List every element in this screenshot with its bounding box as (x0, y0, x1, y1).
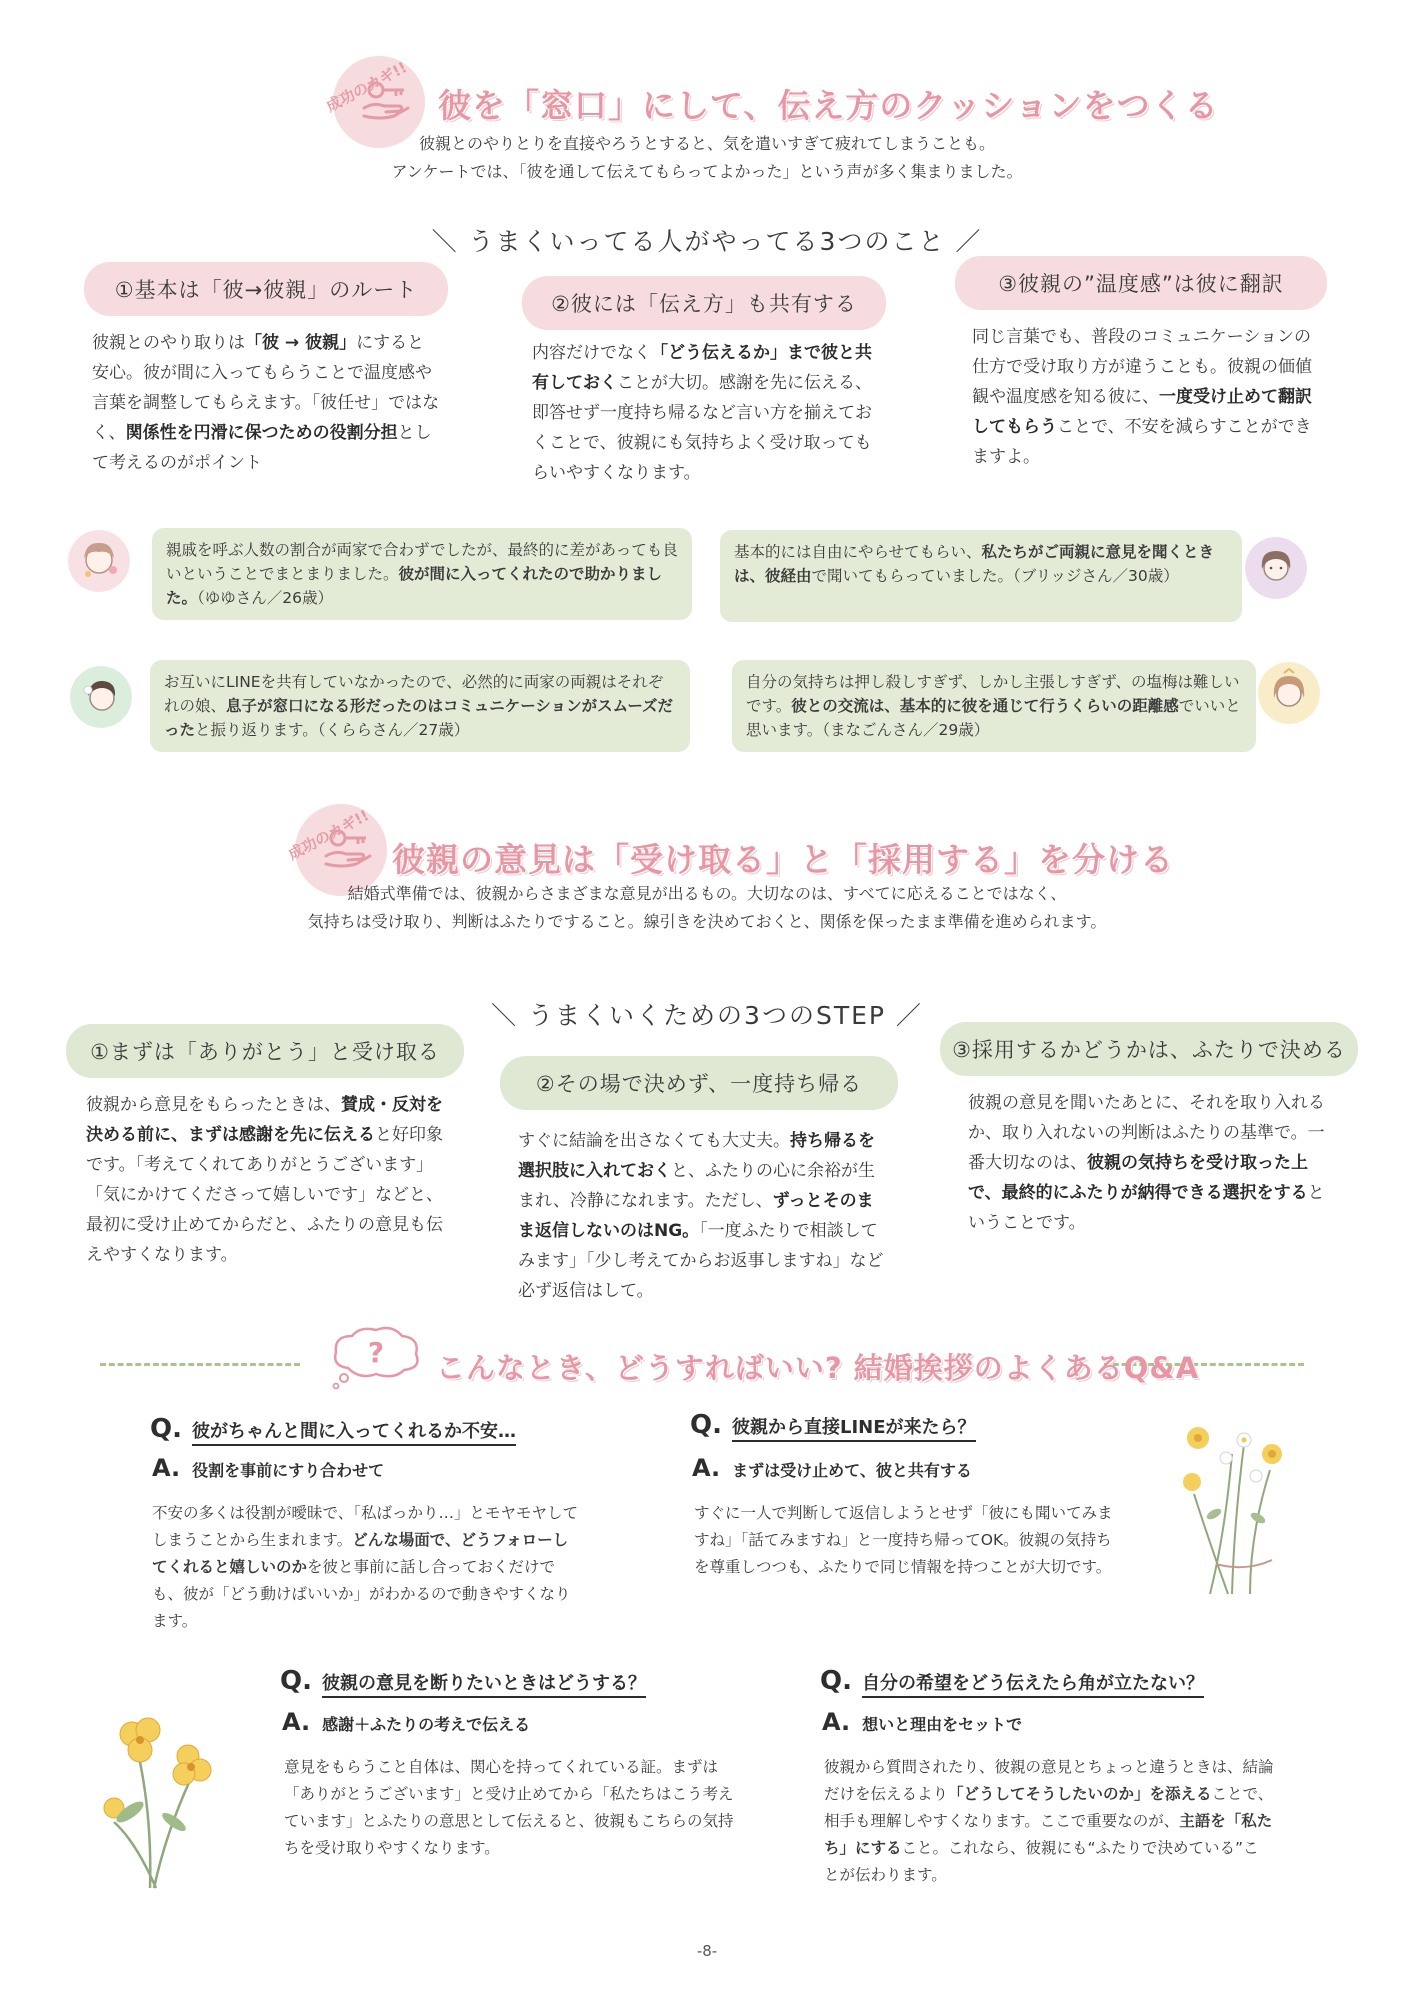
step2-title: ②その場で決めず、一度持ち帰る (500, 1056, 898, 1110)
section2-subheading: ＼ うまくいくための3つのSTEP ／ (491, 1001, 923, 1030)
qa1-answer: A. 役割を事前にすり合わせて (152, 1454, 385, 1482)
success-key-badge-2-label: 成功のカギ!! (285, 806, 372, 864)
key-hand-icon-2 (322, 826, 374, 870)
qa1-question: Q. 彼がちゃんと間に入ってくれるか不安… (150, 1414, 516, 1444)
quote-bridge: 基本的には自由にやらせてもらい、私たちがご両親に意見を聞くときは、彼経由で聞いてもらっていました。（ブリッジさん／30歳） (720, 530, 1242, 622)
page-number: -8- (696, 1942, 718, 1960)
qa4-question: Q. 自分の希望をどう伝えたら角が立たない？ (820, 1666, 1204, 1696)
avatar-managon (1258, 662, 1320, 724)
divider-left (100, 1363, 300, 1366)
avatar-bridge (1245, 537, 1307, 599)
step3-body: 彼親の意見を聞いたあとに、それを取り入れるか、取り入れないの判断はふたりの基準で。一番大切なのは、彼親の気持ちを受け取った上で、最終的にふたりが納得できる選択をするということです。 (968, 1093, 1325, 1233)
quote-managon: 自分の気持ちは押し殺しすぎず、しかし主張しすぎず、の塩梅は難しいです。彼との交流は、基本的に彼を通じて行うくらいの距離感でいいと思います。（まなごんさん／29歳） (732, 660, 1256, 752)
qa3-answer: A. 感謝＋ふたりの考えで伝える (282, 1708, 531, 1736)
point3-body: 同じ言葉でも、普段のコミュニケーションの仕方で受け取り方が違うことも。彼親の価値観や温度感を知る彼に、一度受け止めて翻訳してもらうことで、不安を減らすことができますよ。 (972, 327, 1312, 467)
step2-body: すぐに結論を出さなくても大丈夫。持ち帰るを選択肢に入れておくと、ふたりの心に余裕が生まれ、冷静になれます。ただし、ずっとそのまま返信しないのはNG。「一度ふたりで相談してみます」「少し考えてからお返事しますね」など必ず返信はして。 (518, 1131, 884, 1301)
key-hand-icon (360, 78, 412, 122)
flower-bouquet-icon (1170, 1414, 1300, 1604)
section1-intro: 彼親とのやりとりを直接やろうとすると、気を遣いすぎて疲れてしまうことも。 アンケートでは、「彼を通して伝えてもらってよかった」という声が多く集まりました。 (391, 134, 1023, 181)
qa2-answer: A. まずは受け止めて、彼と共有する (692, 1454, 972, 1482)
point2-body: 内容だけでなく「どう伝えるか」まで彼と共有しておくことが大切。感謝を先に伝える、即答せず一度持ち帰るなど言い方を揃えておくことで、彼親にも気持ちよく受け取ってもらいやすくなります。 (532, 343, 872, 483)
success-key-badge-label: 成功のカギ!! (323, 58, 410, 116)
point1-body: 彼親とのやり取りは「彼 → 彼親」にすると安心。彼が間に入ってもらうことで温度感や言葉を調整してもらえます。「彼任せ」ではなく、関係性を円滑に保つための役割分担として考えるのがポイント (92, 333, 440, 473)
point3-title: ③彼親の”温度感”は彼に翻訳 (955, 256, 1327, 310)
qa4-body: 彼親から質問されたり、彼親の意見とちょっと違うときは、結論だけを伝えるより「どうしてそうしたいのか」を添えることで、相手も理解しやすくなります。ここで重要なのが、主語を「私たち」にすること。これなら、彼親にも“ふたりで決めている”ことが伝わります。 (824, 1758, 1274, 1884)
step1-title: ①まずは「ありがとう」と受け取る (66, 1024, 464, 1078)
qa1-body: 不安の多くは役割が曖昧で、「私ばっかり…」とモヤモヤしてしまうことから生まれます。どんな場面で、どうフォローしてくれると嬉しいのかを彼と事前に話し合っておくだけでも、彼が「どう動けばいいか」がわかるので動きやすくなります。 (152, 1504, 578, 1630)
avatar-kurara (70, 666, 132, 728)
step3-title: ③採用するかどうかは、ふたりで決める (940, 1022, 1358, 1076)
quote-yuyu: 親戚を呼ぶ人数の割合が両家で合わずでしたが、最終的に差があっても良いということでまとまりました。彼が間に入ってくれたので助かりました。（ゆゆさん／26歳） (152, 528, 692, 620)
section1-subheading: ＼ うまくいってる人がやってる3つのこと ／ (431, 227, 983, 256)
step1-body: 彼親から意見をもらったときは、賛成・反対を決める前に、まずは感謝を先に伝えると好印象です。「考えてくれてありがとうございます」「気にかけてくださって嬉しいです」などと、最初に受け止めてからだと、ふたりの意見も伝えやすくなります。 (86, 1095, 443, 1265)
avatar-yuyu (68, 530, 130, 592)
point2-title: ②彼には「伝え方」も共有する (522, 276, 886, 330)
qa2-question: Q. 彼親から直接LINEが来たら？ (690, 1410, 976, 1440)
qa2-body: すぐに一人で判断して返信しようとせず「彼にも聞いてみますね」「話てみますね」と一度持ち帰ってOK。彼親の気持ちを尊重しつつも、ふたりで同じ情報を持つことが大切です。 (694, 1504, 1113, 1576)
question-bubble-icon (330, 1324, 422, 1390)
qa4-answer: A. 想いと理由をセットで (822, 1708, 1023, 1736)
point1-title: ①基本は「彼→彼親」のルート (84, 262, 448, 316)
section3-title: こんなとき、どうすればいい? 結婚挨拶のよくあるQ&A (436, 1351, 1200, 1385)
section1-title: 彼を「窓口」にして、伝え方のクッションをつくる (438, 86, 1219, 125)
quote-kurara: お互いにLINEを共有していなかったので、必然的に両家の両親はそれぞれの娘、息子が窓口になる形だったのはコミュニケーションがスムーズだったと振り返ります。（くららさん／27歳） (150, 660, 690, 752)
qa3-body: 意見をもらうこと自体は、関心を持ってくれている証。まずは「ありがとうございます」と受け止めてから「私たちはこう考えています」とふたりの意思として伝えると、彼親もこちらの気持ちを受け取りやすくなります。 (284, 1758, 734, 1857)
yellow-flower-icon (96, 1702, 226, 1892)
section2-intro: 結婚式準備では、彼親からさまざまな意見が出るもの。大切なのは、すべてに応えることではなく、 気持ちは受け取り、判断はふたりですること。線引きを決めておくと、関係を保ったまま準備を進められます。 (307, 884, 1107, 931)
qa3-question: Q. 彼親の意見を断りたいときはどうする？ (280, 1666, 646, 1696)
section2-title: 彼親の意見は「受け取る」と「採用する」を分ける (392, 840, 1174, 879)
question-bubble-mark: ? (367, 1336, 385, 1369)
